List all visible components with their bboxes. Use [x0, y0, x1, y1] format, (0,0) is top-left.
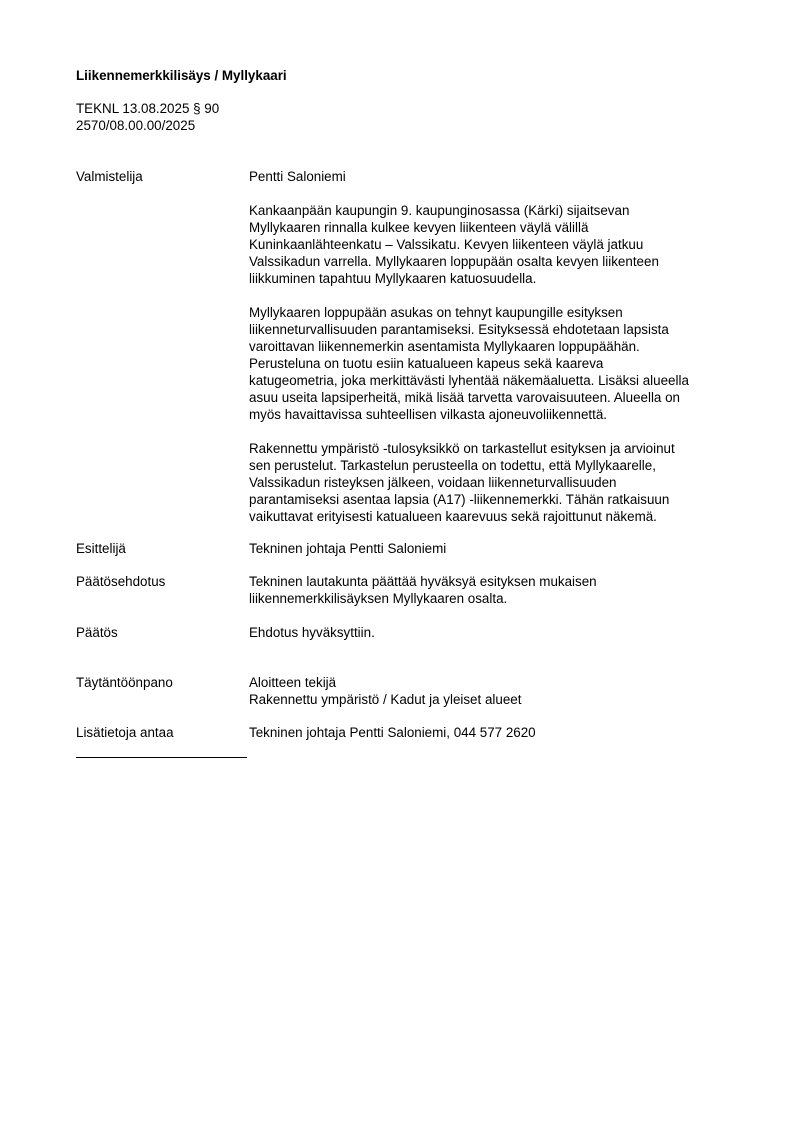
text-line: Valssikadun risteyksen jälkeen, voidaan liikenneturvallisuuden [249, 475, 617, 490]
text-line: liikkuminen tapahtuu Myllykaaren katuosuudella. [249, 271, 537, 286]
text-line: Rakennettu ympäristö -tulosyksikkö on tarkastellut esityksen ja arvioinut [249, 441, 675, 456]
paragraph [249, 440, 739, 525]
document-title: Liikennemerkkilisäys / Myllykaari [76, 68, 287, 83]
text-line: Pentti Saloniemi [249, 169, 346, 184]
text-line: liikenneturvallisuuden parantamiseksi. Esityksessä ehdotetaan lapsista [249, 322, 669, 337]
paatos-label: Päätös [76, 625, 118, 640]
valmistelija-content [249, 168, 739, 525]
diary-number: 2570/08.00.00/2025 [76, 118, 196, 133]
text-line: Myllykaaren loppupään asukas on tehnyt kaupungille esityksen [249, 305, 623, 320]
text-line: Aloitteen tekijä [249, 675, 337, 690]
text-line: liikennemerkkilisäyksen Myllykaaren osalta. [249, 591, 508, 606]
footer-divider [76, 757, 247, 758]
text-line: asuu useita lapsiperheitä, mikä lisää tarvetta varovaisuuteen. Alueella on [249, 390, 680, 405]
text-line: myös havaittavissa suhteellisen vilkasta ajoneuvoliikennettä. [249, 407, 608, 422]
paatos-value [249, 624, 739, 641]
paragraph [249, 304, 739, 423]
esittelija-label: Esittelijä [76, 541, 126, 556]
esittelija-value [249, 540, 739, 557]
text-line: parantamiseksi asentaa lapsia (A17) -liikennemerkki. Tähän ratkaisuun [249, 492, 670, 507]
valmistelija-label: Valmistelija [76, 169, 143, 184]
lisatietoja-label: Lisätietoja antaa [76, 725, 174, 740]
text-line: Valssikadun varrella. Myllykaaren loppupään osalta kevyen liikenteen [249, 254, 659, 269]
text-line: Tekninen johtaja Pentti Saloniemi, 044 577 2620 [249, 725, 536, 740]
paatosehdotus-label: Päätösehdotus [76, 574, 166, 589]
lisatietoja-value [249, 724, 739, 741]
text-line: Kankaanpään kaupungin 9. kaupunginosassa (Kärki) sijaitsevan [249, 203, 630, 218]
text-line: Tekninen johtaja Pentti Saloniemi [249, 541, 447, 556]
taytantoonpano-value [249, 674, 739, 708]
text-line: Ehdotus hyväksyttiin. [249, 625, 375, 640]
text-line: vaikuttavat erityisesti katualueen kaarevuus sekä rajoittunut näkemä. [249, 509, 657, 524]
paatosehdotus-value [249, 573, 739, 607]
text-line: Rakennettu ympäristö / Kadut ja yleiset alueet [249, 692, 522, 707]
meeting-reference: TEKNL 13.08.2025 § 90 [76, 101, 220, 116]
document-meta [76, 100, 219, 134]
taytantoonpano-label: Täytäntöönpano [76, 675, 173, 690]
paragraph [249, 202, 739, 287]
text-line: Myllykaaren rinnalla kulkee kevyen liikenteen väylä välillä [249, 220, 589, 235]
text-line: varoittavan liikennemerkin asentamista Myllykaaren loppupäähän. [249, 339, 640, 354]
text-line: sen perustelut. Tarkastelun perusteella on todettu, että Myllykaarelle, [249, 458, 656, 473]
preparer-name [249, 168, 739, 185]
text-line: Kuninkaanlähteenkatu – Valssikatu. Kevyen liikenteen väylä jatkuu [249, 237, 644, 252]
text-line: Perusteluna on tuotu esiin katualueen kapeus sekä kaareva [249, 356, 604, 371]
text-line: katugeometria, joka merkittävästi lyhentää näkemäaluetta. Lisäksi alueella [249, 373, 689, 388]
text-line: Tekninen lautakunta päättää hyväksyä esityksen mukaisen [249, 574, 597, 589]
